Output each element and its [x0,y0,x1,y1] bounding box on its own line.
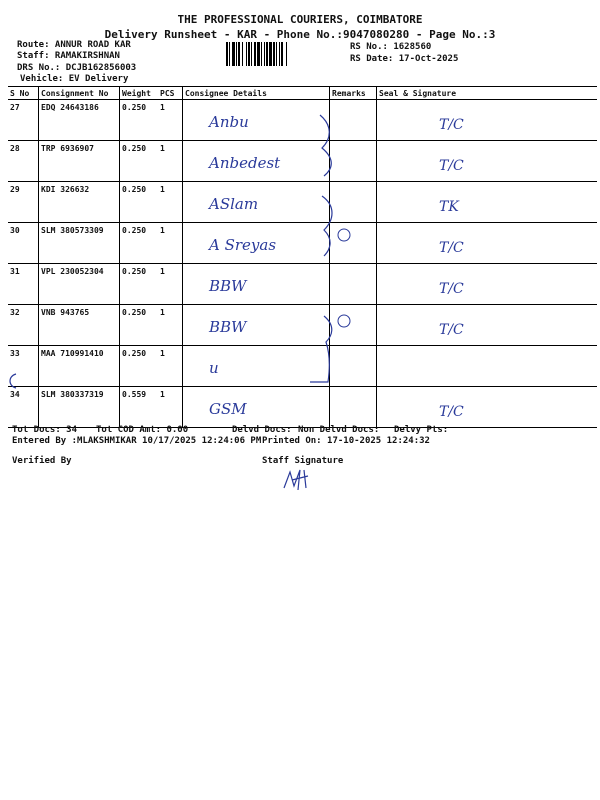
col-pcs: PCS [158,87,183,100]
row-pcs [158,100,183,141]
delivery-points: Delvy Pts: [394,425,449,435]
row-consignment [39,182,120,223]
printed-on: Printed On: 17-10-2025 12:24:32 [262,436,430,446]
row-consignee [183,182,330,223]
row-seal [377,387,598,428]
row-consignment-text: VNB 943765 [41,308,90,317]
row-pcs-text: 1 [160,267,165,276]
rs-number: RS No.: 1628560 [350,42,432,52]
row-seal [377,346,598,387]
row-weight [120,100,159,141]
row-consignment [39,264,120,305]
row-pcs-text: 1 [160,349,165,358]
row-consignee-text: Anbu [209,113,249,131]
table-row [8,100,597,141]
row-seal [377,100,598,141]
row-weight-text: 0.559 [122,390,147,399]
row-pcs-text: 1 [160,308,165,317]
row-weight-text: 0.250 [122,226,147,235]
row-consignment [39,223,120,264]
tot-cod-amount: Tot COD Amt: 0.00 [96,425,189,435]
remarks-bracket-scribble [310,110,360,390]
row-pcs [158,141,183,182]
non-delivered-docs: Non Delvd Docs: [298,425,380,435]
row-pcs-text: 1 [160,226,165,235]
row-seal-text: T/C [439,404,464,420]
row-seal-text: T/C [439,322,464,338]
row-weight [120,346,159,387]
row-consignment [39,346,120,387]
row-pcs-text: 1 [160,103,165,112]
row-pcs [158,264,183,305]
row-weight-text: 0.250 [122,185,147,194]
row-consignee-text: A Sreyas [209,236,277,254]
tot-docs: Tot Docs: 34 [12,425,78,435]
col-seal: Seal & Signature [377,87,598,100]
row-consignment-text: SLM 380573309 [41,226,104,235]
row-weight [120,387,159,428]
table-row [8,223,597,264]
row-sno [8,182,39,223]
row-consignee-text: GSM [209,400,247,418]
row-consignment-text: KDI 326632 [41,185,90,194]
row-consignment [39,141,120,182]
row-seal-text: T/C [439,117,464,133]
row-pcs [158,223,183,264]
row-pcs [158,387,183,428]
col-sno: S No [8,87,39,100]
row-sno [8,141,39,182]
barcode-image [226,42,346,66]
row-seal-text: T/C [439,281,464,297]
row-consignee [183,387,330,428]
runsheet-table [8,86,597,428]
row-pcs-text: 1 [160,185,165,194]
staff-signature-scribble [278,462,318,494]
row-seal-text: T/C [439,240,464,256]
row-consignment [39,387,120,428]
row-sno-text: 30 [10,226,20,235]
row-seal [377,141,598,182]
row-consignment-text: TRP 6936907 [41,144,94,153]
verified-by: Verified By [12,456,72,466]
row-seal-text: TK [439,199,459,215]
table-row [8,305,597,346]
row-consignee-text: ASlam [209,195,259,213]
row-sno [8,305,39,346]
row-weight-text: 0.250 [122,349,147,358]
row-consignee [183,141,330,182]
row-pcs-text: 1 [160,144,165,153]
row-pcs-text: 1 [160,390,165,399]
row-weight-text: 0.250 [122,144,147,153]
route-label: Route: ANNUR ROAD KAR [17,40,131,50]
col-consignment: Consignment No [39,87,120,100]
row-sno-text: 33 [10,349,20,358]
row-seal [377,264,598,305]
row-pcs [158,305,183,346]
row-consignment [39,100,120,141]
row-consignee-text: BBW [209,277,247,295]
row-sno [8,100,39,141]
delivered-docs: Delvd Docs: [232,425,292,435]
row-sno-text: 34 [10,390,20,399]
row-sno-text: 27 [10,103,20,112]
row-consignee-text: u [209,359,219,377]
row-weight-text: 0.250 [122,103,147,112]
col-weight: Weight [120,87,159,100]
row-consignee [183,346,330,387]
entered-by: Entered By :MLAKSHMIKAR 10/17/2025 12:24:06 PM [12,436,262,446]
table-row [8,346,597,387]
table-header-row [8,87,597,100]
table-row [8,182,597,223]
col-consignee: Consignee Details [183,87,330,100]
row-consignment-text: MAA 710991410 [41,349,104,358]
barcode-bar [287,42,288,66]
row-weight-text: 0.250 [122,308,147,317]
table-row [8,141,597,182]
row-consignee [183,100,330,141]
row-seal [377,223,598,264]
row-consignment-text: EDQ 24643186 [41,103,99,112]
row-weight-text: 0.250 [122,267,147,276]
table-row [8,387,597,428]
row-weight [120,141,159,182]
company-title: THE PROFESSIONAL COURIERS, COIMBATORE [177,13,423,26]
row-seal [377,305,598,346]
row-weight [120,223,159,264]
row-sno-text: 31 [10,267,20,276]
row-consignee [183,264,330,305]
rs-date: RS Date: 17-Oct-2025 [350,54,459,64]
row-remarks [330,387,377,428]
table-row [8,264,597,305]
row-weight [120,182,159,223]
drs-label: DRS No.: DCJB162856003 [17,63,137,73]
row-weight [120,264,159,305]
row-consignment [39,305,120,346]
row-sno-text: 32 [10,308,20,317]
row-sno-text: 29 [10,185,20,194]
staff-signature-label: Staff Signature [262,456,344,466]
staff-label: Staff: RAMAKIRSHNAN [17,51,120,61]
row-sno [8,387,39,428]
vehicle-label: Vehicle: EV Delivery [20,74,129,84]
row-pcs [158,182,183,223]
row-34-circle-mark [6,372,22,390]
row-consignment-text: VPL 230052304 [41,267,104,276]
col-remarks: Remarks [330,87,377,100]
row-consignee [183,223,330,264]
row-seal [377,182,598,223]
row-sno-text: 28 [10,144,20,153]
row-consignee [183,305,330,346]
row-weight [120,305,159,346]
runsheet-subtitle: Delivery Runsheet - KAR - Phone No.:9047080280 - Page No.:3 [104,28,496,41]
row-consignee-text: Anbedest [209,154,281,172]
row-consignment-text: SLM 380337319 [41,390,104,399]
row-seal-text: T/C [439,158,464,174]
row-consignee-text: BBW [209,318,247,336]
row-sno [8,223,39,264]
row-sno [8,264,39,305]
row-pcs [158,346,183,387]
